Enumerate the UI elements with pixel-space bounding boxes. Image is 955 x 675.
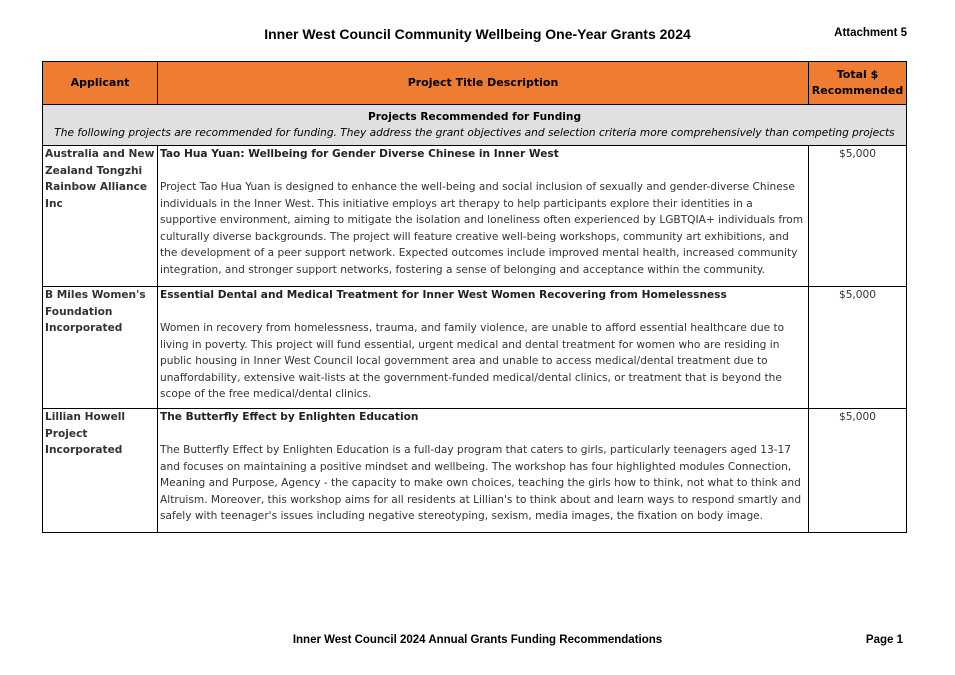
- page-title: Inner West Council Community Wellbeing One-Year Grants 2024: [264, 26, 691, 42]
- column-header-project: Project Title Description: [158, 62, 809, 105]
- applicant-cell: Australia and New Zealand Tongzhi Rainbow Alliance Inc: [43, 146, 158, 287]
- amount-cell: $5,000: [809, 409, 907, 533]
- section-description: The following projects are recommended for funding. They address the grant objectives and selection criteria more comprehensively than competing projects: [54, 127, 895, 139]
- section-title: Projects Recommended for Funding: [367, 111, 582, 123]
- table-row: [43, 146, 907, 287]
- project-cell: [158, 287, 809, 409]
- applicant-cell: Lillian Howell Project Incorporated: [43, 409, 158, 533]
- project-description: Project Tao Hua Yuan is designed to enhance the well-being and social inclusion of sexually and gender-diverse Chinese individuals in the Inner West. This initiative employs art therapy to help participants explore their identities in a supportive environment, aiming to mitigate the isolation and loneliness often experienced by LGBTQIA+ individuals from culturally diverse backgrounds. The project will feature creative well-being workshops, community art exhibitions, and the development of a peer support network. Expected outcomes include improved mental health, increased community integration, and stronger support networks, fostering a sense of belonging and acceptance within the community.: [160, 181, 804, 276]
- project-title: The Butterfly Effect by Enlighten Education: [160, 411, 419, 423]
- section-cell: [43, 105, 907, 146]
- project-cell: [158, 409, 809, 533]
- column-header-total: Total $ Recommended: [809, 62, 907, 105]
- project-description: Women in recovery from homelessness, trauma, and family violence, are unable to afford essential healthcare due to living in poverty. This project will fund essential, urgent medical and dental treatment for women who are residing in public housing in Inner West Council local government area and unable to access medical/dental treatment due to unaffordability, extensive wait-lists at the government-funded medical/dental clinics, or treatment that is beyond the scope of the free medical/dental clinics.: [160, 322, 785, 400]
- amount-cell: $5,000: [809, 287, 907, 409]
- project-cell: [158, 146, 809, 287]
- project-description: The Butterfly Effect by Enlighten Education is a full-day program that caters to girls, particularly teenagers aged 13-17 and focuses on maintaining a positive mindset and wellbeing. The workshop has four highlighted modules Connection, Meaning and Purpose, Agency - the capacity to make own choices, teaching the girls how to think, not what to think and Altruism. Moreover, this workshop aims for all residents at Lillian's to think about and learn ways to respond smartly and safely with teenager's issues including negative stereotyping, sexism, media images, the fixation on body image.: [160, 444, 802, 522]
- project-title: Essential Dental and Medical Treatment for Inner West Women Recovering from Homelessness: [160, 289, 727, 301]
- project-title: Tao Hua Yuan: Wellbeing for Gender Diverse Chinese in Inner West: [160, 148, 559, 160]
- table-header-row: [43, 62, 907, 105]
- applicant-cell: B Miles Women's Foundation Incorporated: [43, 287, 158, 409]
- table-row: [43, 409, 907, 533]
- grants-table: [42, 61, 907, 533]
- column-header-applicant: Applicant: [43, 62, 158, 105]
- section-row: [43, 105, 907, 146]
- page-number: Page 1: [865, 634, 903, 646]
- table-row: [43, 287, 907, 409]
- amount-cell: $5,000: [809, 146, 907, 287]
- footer-title: Inner West Council 2024 Annual Grants Funding Recommendations: [292, 634, 663, 646]
- attachment-label: Attachment 5: [834, 27, 907, 39]
